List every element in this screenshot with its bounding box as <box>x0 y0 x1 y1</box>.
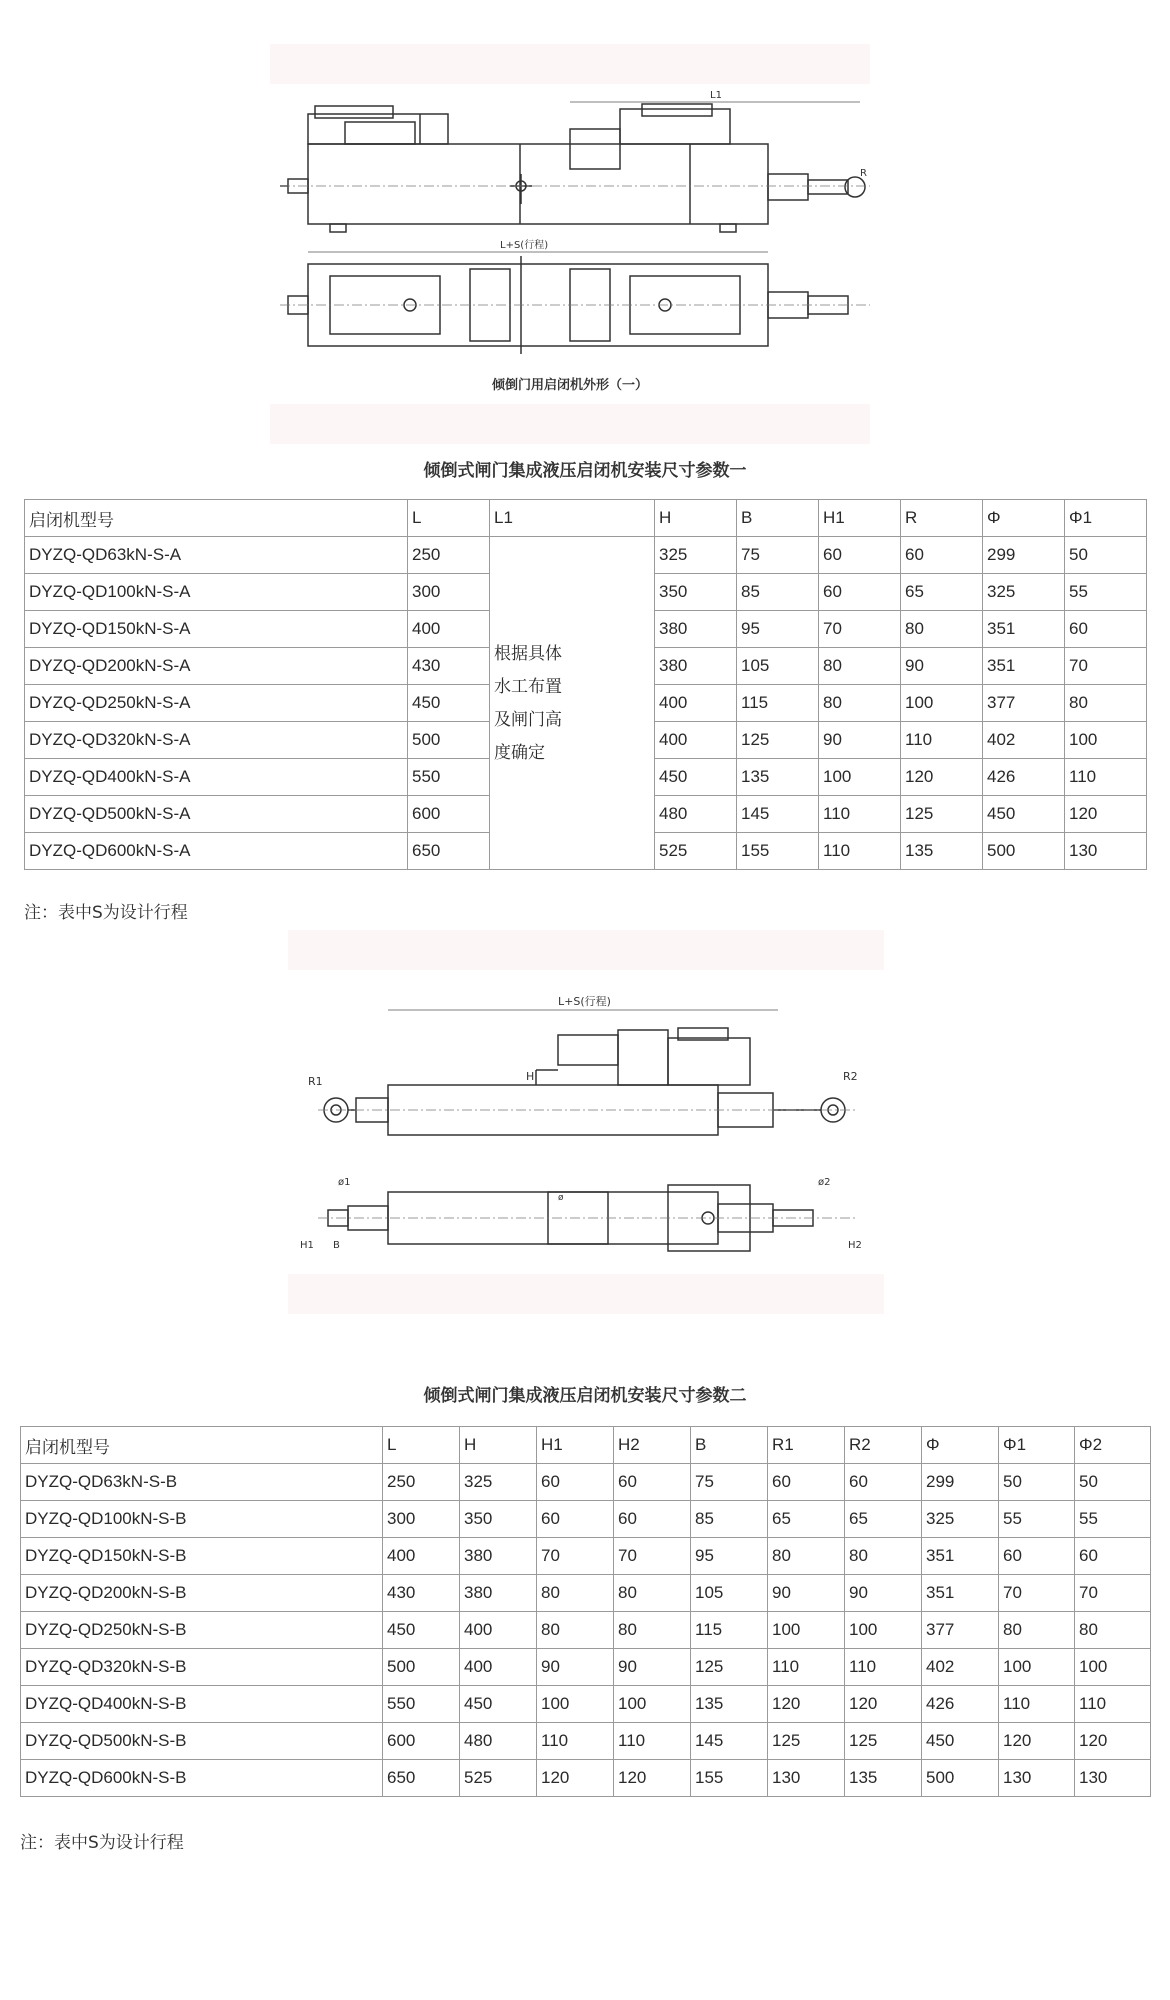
table-1-cell: 55 <box>1065 574 1147 611</box>
table-1-cell: 650 <box>408 833 490 870</box>
table-2-cell: 351 <box>922 1575 999 1612</box>
table-2-cell: 250 <box>383 1464 460 1501</box>
table-1-header-cell: B <box>737 500 819 537</box>
table-2-cell: 100 <box>845 1612 922 1649</box>
table-1-l1-note: 根据具体 水工布置 及闸门高 度确定 <box>490 537 655 870</box>
table-1-cell: DYZQ-QD320kN-S-A <box>25 722 408 759</box>
table-2-cell: DYZQ-QD63kN-S-B <box>21 1464 383 1501</box>
table-1-cell: 130 <box>1065 833 1147 870</box>
figure-2-top-band <box>288 930 884 970</box>
fig1-rod <box>768 174 808 200</box>
table-1-header-cell: L <box>408 500 490 537</box>
table-2-cell: 400 <box>383 1538 460 1575</box>
table-1-cell: 90 <box>901 648 983 685</box>
figure-1-caption: 倾倒门用启闭机外形（一） <box>491 378 649 393</box>
table-1-cell: 135 <box>901 833 983 870</box>
table-2-cell: 480 <box>460 1723 537 1760</box>
table-2 <box>20 1426 1151 1797</box>
table-2-cell: 155 <box>691 1760 768 1797</box>
table-2-cell: 70 <box>1075 1575 1151 1612</box>
fig2-label-r1: R1 <box>308 1075 323 1088</box>
table-1-header-cell: Φ1 <box>1065 500 1147 537</box>
table-1-cell: 450 <box>408 685 490 722</box>
table-2-cell: 600 <box>383 1723 460 1760</box>
table-1-header-cell: R <box>901 500 983 537</box>
fig1-left-cylinder <box>345 122 415 144</box>
table-2-cell: 60 <box>1075 1538 1151 1575</box>
fig2-label-phi1: ø1 <box>338 1177 351 1188</box>
table-2-cell: 50 <box>1075 1464 1151 1501</box>
table-1-cell: 300 <box>408 574 490 611</box>
table-1-cell: 70 <box>1065 648 1147 685</box>
table-2-cell: 100 <box>768 1612 845 1649</box>
table-1-cell: 100 <box>1065 722 1147 759</box>
table-1-cell: 60 <box>901 537 983 574</box>
table-2-title: 倾倒式闸门集成液压启闭机安装尺寸参数二 <box>423 1386 747 1406</box>
table-2-cell: 125 <box>768 1723 845 1760</box>
fig1-dim-l1: L1 <box>710 90 722 101</box>
table-2-header-cell: B <box>691 1427 768 1464</box>
table-2-cell: DYZQ-QD200kN-S-B <box>21 1575 383 1612</box>
table-1-cell: 125 <box>737 722 819 759</box>
table-1-cell: 110 <box>901 722 983 759</box>
table-2-header-cell: H1 <box>537 1427 614 1464</box>
table-2-cell: 130 <box>1075 1760 1151 1797</box>
table-2-cell: 500 <box>383 1649 460 1686</box>
fig2-valve-block <box>618 1030 668 1085</box>
table-2-header-cell: L <box>383 1427 460 1464</box>
table-1-cell: 135 <box>737 759 819 796</box>
table-1-cell: DYZQ-QD400kN-S-A <box>25 759 408 796</box>
fig1-dim-stroke: L+S(行程) <box>500 240 549 251</box>
table-1-cell: 351 <box>983 648 1065 685</box>
table-2-cell: 380 <box>460 1538 537 1575</box>
table-2-cell: 50 <box>999 1464 1075 1501</box>
table-2-cell: 450 <box>922 1723 999 1760</box>
figure-1-drawing <box>270 44 870 444</box>
table-2-cell: 100 <box>999 1649 1075 1686</box>
table-2-note: 注：表中S为设计行程 <box>20 1833 184 1853</box>
table-1-header-cell: H1 <box>819 500 901 537</box>
table-2-cell: 80 <box>537 1575 614 1612</box>
table-2-cell: 60 <box>845 1464 922 1501</box>
table-1-cell: 402 <box>983 722 1065 759</box>
table-2-cell: 60 <box>537 1464 614 1501</box>
table-2-cell: 110 <box>999 1686 1075 1723</box>
table-2-cell: 80 <box>845 1538 922 1575</box>
table-2-cell: 380 <box>460 1575 537 1612</box>
table-1-cell: DYZQ-QD600kN-S-A <box>25 833 408 870</box>
figure-1-bottom-band <box>270 404 870 444</box>
table-2-cell: 650 <box>383 1760 460 1797</box>
table-2-cell: 120 <box>768 1686 845 1723</box>
table-1-cell: 80 <box>819 685 901 722</box>
table-2-header-cell: Φ1 <box>999 1427 1075 1464</box>
table-2-header-cell: H2 <box>614 1427 691 1464</box>
table-1-cell: 80 <box>1065 685 1147 722</box>
table-2-cell: 100 <box>614 1686 691 1723</box>
table-2-cell: DYZQ-QD600kN-S-B <box>21 1760 383 1797</box>
table-2-cell: 80 <box>537 1612 614 1649</box>
table-2-cell: 75 <box>691 1464 768 1501</box>
table-1-cell: 400 <box>408 611 490 648</box>
fig2-top-box <box>668 1038 750 1085</box>
table-2-cell: 70 <box>614 1538 691 1575</box>
table-2-cell: 130 <box>768 1760 845 1797</box>
fig2-dim-stroke: L+S(行程) <box>558 995 611 1008</box>
table-1-cell: 115 <box>737 685 819 722</box>
table-2-cell: 426 <box>922 1686 999 1723</box>
fig1-main-body <box>308 144 768 224</box>
table-2-cell: 95 <box>691 1538 768 1575</box>
table-2-cell: 90 <box>614 1649 691 1686</box>
table-2-row <box>21 1649 1151 1686</box>
table-2-cell: 55 <box>1075 1501 1151 1538</box>
table-1 <box>24 499 1147 870</box>
table-1-cell: 299 <box>983 537 1065 574</box>
table-1-cell: 480 <box>655 796 737 833</box>
table-2-cell: 60 <box>614 1501 691 1538</box>
table-2-row <box>21 1686 1151 1723</box>
table-2-cell: 550 <box>383 1686 460 1723</box>
table-1-cell: 600 <box>408 796 490 833</box>
table-1-cell: DYZQ-QD200kN-S-A <box>25 648 408 685</box>
table-2-row <box>21 1760 1151 1797</box>
table-1-cell: 550 <box>408 759 490 796</box>
figure-1-top-band <box>270 44 870 84</box>
table-1-cell: 100 <box>819 759 901 796</box>
table-2-cell: 400 <box>460 1649 537 1686</box>
table-2-cell: 90 <box>768 1575 845 1612</box>
table-2-cell: DYZQ-QD100kN-S-B <box>21 1501 383 1538</box>
table-2-cell: 100 <box>1075 1649 1151 1686</box>
fig2-label-h1: H1 <box>300 1240 314 1251</box>
table-2-cell: 70 <box>537 1538 614 1575</box>
table-2-header-cell: 启闭机型号 <box>21 1427 383 1464</box>
table-1-cell: 430 <box>408 648 490 685</box>
table-1-cell: 380 <box>655 611 737 648</box>
table-2-cell: 525 <box>460 1760 537 1797</box>
table-2-header-row <box>21 1427 1151 1464</box>
table-2-row <box>21 1723 1151 1760</box>
table-1-cell: 60 <box>819 537 901 574</box>
table-1-cell: 60 <box>819 574 901 611</box>
table-2-cell: 120 <box>537 1760 614 1797</box>
table-2-cell: 430 <box>383 1575 460 1612</box>
table-1-cell: 350 <box>655 574 737 611</box>
table-2-cell: DYZQ-QD320kN-S-B <box>21 1649 383 1686</box>
table-1-title: 倾倒式闸门集成液压启闭机安装尺寸参数一 <box>423 461 747 481</box>
table-2-cell: 135 <box>691 1686 768 1723</box>
fig2-label-phi: ø <box>558 1193 564 1203</box>
table-2-cell: 325 <box>460 1464 537 1501</box>
figure-1-svg <box>270 44 870 444</box>
table-2-row <box>21 1464 1151 1501</box>
table-2-cell: 110 <box>614 1723 691 1760</box>
table-2-cell: 60 <box>768 1464 845 1501</box>
table-2-header-cell: H <box>460 1427 537 1464</box>
table-2-header-cell: R2 <box>845 1427 922 1464</box>
table-1-cell: 80 <box>901 611 983 648</box>
figure-2-bottom-band <box>288 1274 884 1314</box>
table-2-cell: 120 <box>614 1760 691 1797</box>
table-2-row <box>21 1612 1151 1649</box>
table-2-cell: DYZQ-QD500kN-S-B <box>21 1723 383 1760</box>
table-2-cell: 450 <box>383 1612 460 1649</box>
table-2-cell: 115 <box>691 1612 768 1649</box>
table-1-cell: DYZQ-QD63kN-S-A <box>25 537 408 574</box>
table-1-header-cell: 启闭机型号 <box>25 500 408 537</box>
table-1-cell: 325 <box>655 537 737 574</box>
table-2-header-cell: Φ <box>922 1427 999 1464</box>
table-2-cell: 65 <box>768 1501 845 1538</box>
table-2-cell: 90 <box>537 1649 614 1686</box>
table-2-cell: 300 <box>383 1501 460 1538</box>
table-1-header-cell: L1 <box>490 500 655 537</box>
table-1-note: 注：表中S为设计行程 <box>24 903 188 923</box>
table-2-cell: 400 <box>460 1612 537 1649</box>
table-1-cell: 95 <box>737 611 819 648</box>
table-2-cell: DYZQ-QD250kN-S-B <box>21 1612 383 1649</box>
figure-2-drawing <box>288 930 884 1322</box>
table-2-cell: 55 <box>999 1501 1075 1538</box>
table-1-cell: DYZQ-QD150kN-S-A <box>25 611 408 648</box>
figure-2-svg <box>288 930 884 1322</box>
table-2-cell: 120 <box>1075 1723 1151 1760</box>
table-2-header-cell: R1 <box>768 1427 845 1464</box>
table-1-cell: 120 <box>1065 796 1147 833</box>
table-1-cell: 85 <box>737 574 819 611</box>
table-2-row <box>21 1575 1151 1612</box>
table-1-cell: DYZQ-QD100kN-S-A <box>25 574 408 611</box>
table-2-cell: 65 <box>845 1501 922 1538</box>
fig1-label-r: R <box>860 168 867 179</box>
fig1-right-cap <box>642 104 712 116</box>
table-2-cell: 402 <box>922 1649 999 1686</box>
table-1-cell: 380 <box>655 648 737 685</box>
table-1-cell: 500 <box>983 833 1065 870</box>
fig2-label-h2: H2 <box>848 1240 862 1251</box>
table-2-cell: 110 <box>1075 1686 1151 1723</box>
table-1-cell: 400 <box>655 722 737 759</box>
table-2-cell: 120 <box>999 1723 1075 1760</box>
table-2-cell: 120 <box>845 1686 922 1723</box>
table-2-header-cell: Φ2 <box>1075 1427 1151 1464</box>
table-1-cell: 110 <box>819 833 901 870</box>
fig1-left-cap <box>315 106 393 118</box>
table-1-cell: 400 <box>655 685 737 722</box>
table-2-cell: DYZQ-QD400kN-S-B <box>21 1686 383 1723</box>
table-2-cell: 80 <box>614 1575 691 1612</box>
table-1-cell: 351 <box>983 611 1065 648</box>
table-1-header-cell: H <box>655 500 737 537</box>
table-1-cell: 120 <box>901 759 983 796</box>
fig2-label-r2: R2 <box>843 1070 858 1083</box>
table-2-cell: 60 <box>537 1501 614 1538</box>
table-2-cell: 70 <box>999 1575 1075 1612</box>
fig1-right-cylinder <box>570 129 620 169</box>
table-1-cell: 525 <box>655 833 737 870</box>
table-1-cell: DYZQ-QD250kN-S-A <box>25 685 408 722</box>
table-1-cell: 105 <box>737 648 819 685</box>
table-1-cell: 145 <box>737 796 819 833</box>
table-1-cell: 110 <box>1065 759 1147 796</box>
table-2-cell: 80 <box>1075 1612 1151 1649</box>
table-2-cell: 325 <box>922 1501 999 1538</box>
table-2-cell: 135 <box>845 1760 922 1797</box>
table-1-cell: 450 <box>655 759 737 796</box>
table-1-cell: 426 <box>983 759 1065 796</box>
table-1-cell: 80 <box>819 648 901 685</box>
table-2-cell: 110 <box>768 1649 845 1686</box>
table-1-cell: 125 <box>901 796 983 833</box>
fig1-right-block <box>620 109 730 144</box>
table-1-row <box>25 537 1147 574</box>
table-1-cell: 70 <box>819 611 901 648</box>
fig2-label-b: B <box>333 1240 340 1251</box>
table-1-cell: 500 <box>408 722 490 759</box>
table-2-cell: 100 <box>537 1686 614 1723</box>
table-2-cell: 125 <box>845 1723 922 1760</box>
table-2-row <box>21 1538 1151 1575</box>
table-2-cell: 85 <box>691 1501 768 1538</box>
table-2-cell: 350 <box>460 1501 537 1538</box>
fig2-label-h: H <box>526 1070 535 1083</box>
table-2-cell: 80 <box>768 1538 845 1575</box>
table-2-cell: 110 <box>537 1723 614 1760</box>
table-2-cell: 105 <box>691 1575 768 1612</box>
table-2-cell: 351 <box>922 1538 999 1575</box>
table-2-row <box>21 1501 1151 1538</box>
table-2-cell: 90 <box>845 1575 922 1612</box>
table-2-cell: 60 <box>614 1464 691 1501</box>
table-1-cell: DYZQ-QD500kN-S-A <box>25 796 408 833</box>
table-2-cell: 377 <box>922 1612 999 1649</box>
table-1-cell: 100 <box>901 685 983 722</box>
table-2-cell: 110 <box>845 1649 922 1686</box>
fig2-label-phi2: ø2 <box>818 1177 831 1188</box>
table-2-cell: DYZQ-QD150kN-S-B <box>21 1538 383 1575</box>
table-2-cell: 125 <box>691 1649 768 1686</box>
table-1-cell: 377 <box>983 685 1065 722</box>
table-2-cell: 299 <box>922 1464 999 1501</box>
table-1-cell: 50 <box>1065 537 1147 574</box>
table-2-cell: 500 <box>922 1760 999 1797</box>
table-1-cell: 450 <box>983 796 1065 833</box>
table-2-cell: 450 <box>460 1686 537 1723</box>
table-1-cell: 60 <box>1065 611 1147 648</box>
table-1-header-cell: Φ <box>983 500 1065 537</box>
table-1-cell: 75 <box>737 537 819 574</box>
table-2-cell: 60 <box>999 1538 1075 1575</box>
fig2-top-cylinder <box>558 1035 618 1065</box>
table-1-cell: 65 <box>901 574 983 611</box>
table-1-cell: 325 <box>983 574 1065 611</box>
table-1-cell: 250 <box>408 537 490 574</box>
table-1-cell: 90 <box>819 722 901 759</box>
table-1-header-row <box>25 500 1147 537</box>
table-2-cell: 80 <box>999 1612 1075 1649</box>
table-2-cell: 130 <box>999 1760 1075 1797</box>
table-1-cell: 110 <box>819 796 901 833</box>
table-2-cell: 145 <box>691 1723 768 1760</box>
table-1-cell: 155 <box>737 833 819 870</box>
table-2-cell: 80 <box>614 1612 691 1649</box>
